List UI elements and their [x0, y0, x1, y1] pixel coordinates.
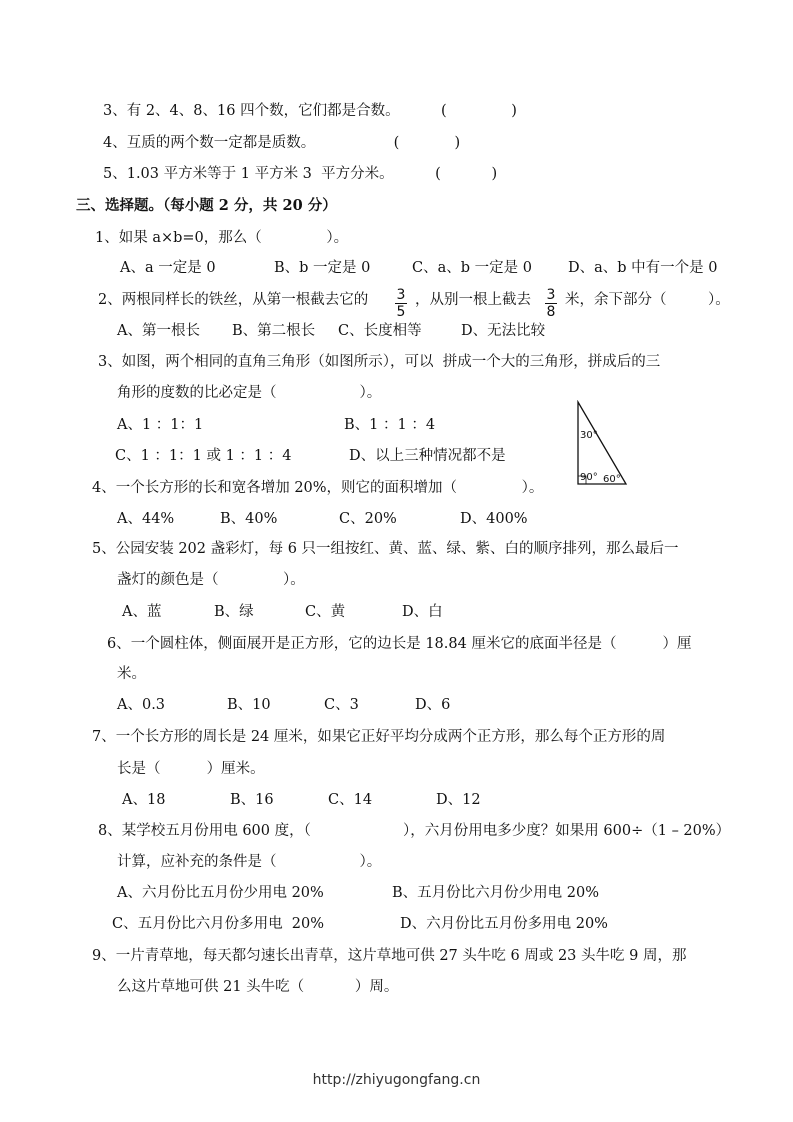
mc-q5-stem-line1: 5、公园安装 202 盏彩灯，每 6 只一组按红、黄、蓝、绿、紫、白的顺序排列，那么最后一 [92, 541, 679, 557]
mc-q6-option-a: A、0.3 [117, 697, 166, 713]
mc-q8-stem-line2: 计算，应补充的条件是（ ）。 [117, 854, 382, 870]
mc-q1-option-b: B、b 一定是 0 [274, 260, 371, 276]
mc-q4-option-c: C、20% [339, 511, 397, 527]
mc-q6-option-c: C、3 [324, 697, 359, 713]
section-title: 三、选择题。（每小题 2 分，共 20 分） [76, 197, 337, 214]
footer-url: http://zhiyugongfang.cn [312, 1072, 481, 1088]
mc-q7-option-d: D、12 [436, 792, 481, 808]
mc-q1-stem: 1、如果 a×b=0，那么（ ）。 [95, 230, 349, 246]
mc-q6-option-b: B、10 [227, 697, 271, 713]
mc-q8-option-d: D、六月份比五月份多用电 20% [400, 916, 608, 932]
fraction-1-denominator: 5 [396, 304, 406, 320]
mc-q6-stem-line1: 6、一个圆柱体，侧面展开是正方形，它的边长是 18.84 厘米它的底面半径是（ ）厘 [107, 636, 692, 652]
mc-q7-option-c: C、14 [328, 792, 373, 808]
mc-q7-stem-line1: 7、一个长方形的周长是 24 厘米，如果它正好平均分成两个正方形，那么每个正方形的周 [92, 729, 666, 745]
mc-q7-stem-line2: 长是（ ）厘米。 [117, 761, 265, 777]
mc-q3-stem-line1: 3、如图，两个相同的直角三角形（如图所示），可以 拼成一个大的三角形，拼成后的三 [98, 354, 661, 370]
mc-q4-option-a: A、44% [117, 511, 175, 527]
fraction-2-numerator: 3 [546, 287, 556, 303]
mc-q9-stem-line2: 么这片草地可供 21 头牛吃（ ）周。 [117, 979, 399, 995]
mc-q5-option-c: C、黄 [305, 604, 346, 620]
mc-q5-stem-line2: 盏灯的颜色是（ ）。 [117, 572, 305, 588]
mc-q3-option-a: A、1 ：1：1 [117, 417, 204, 433]
mc-q2-option-a: A、第一根长 [117, 323, 200, 339]
angle-label-60: 60° [603, 474, 621, 485]
mc-q5-option-b: B、绿 [214, 604, 254, 620]
tf-question-3: 3、有 2、4、8、16 四个数，它们都是合数。 ( ) [103, 103, 517, 119]
mc-q7-option-a: A、18 [122, 792, 166, 808]
mc-q8-option-a: A、六月份比五月份少用电 20% [117, 885, 324, 901]
mc-q2-stem-b: ，从别一根上截去 [415, 292, 531, 308]
angle-label-90: 90° [580, 472, 598, 483]
mc-q2-option-d: D、无法比较 [461, 323, 546, 339]
mc-q2-fraction-2 [545, 288, 557, 319]
mc-q4-stem: 4、一个长方形的长和宽各增加 20%，则它的面积增加（ ）。 [92, 480, 544, 496]
mc-q2-option-c: C、长度相等 [338, 323, 422, 339]
mc-q6-option-d: D、6 [415, 697, 451, 713]
tf-question-5: 5、1.03 平方米等于 1 平方米 3 平方分米。 ( ) [103, 166, 498, 182]
mc-q3-option-d: D、以上三种情况都不是 [349, 448, 506, 464]
right-triangle-figure [574, 400, 630, 488]
mc-q1-option-c: C、a、b 一定是 0 [412, 260, 532, 276]
mc-q4-option-b: B、40% [220, 511, 278, 527]
fraction-1-numerator: 3 [396, 287, 406, 303]
fraction-2-denominator: 8 [546, 304, 556, 320]
mc-q8-option-b: B、五月份比六月份少用电 20% [392, 885, 599, 901]
mc-q1-option-a: A、a 一定是 0 [120, 260, 216, 276]
mc-q8-option-c: C、五月份比六月份多用电 20% [112, 916, 325, 932]
mc-q4-option-d: D、400% [460, 511, 528, 527]
mc-q2-stem-c: 米，余下部分（ ）。 [565, 292, 730, 308]
angle-label-30: 30° [580, 430, 598, 441]
mc-q7-option-b: B、16 [230, 792, 274, 808]
mc-q2-option-b: B、第二根长 [232, 323, 316, 339]
mc-q1-option-d: D、a、b 中有一个是 0 [568, 260, 718, 276]
mc-q5-option-a: A、蓝 [122, 604, 162, 620]
mc-q2-fraction-1 [395, 288, 407, 319]
mc-q3-option-b: B、1 ：1 ：4 [344, 417, 436, 433]
tf-question-4: 4、互质的两个数一定都是质数。 ( ) [103, 135, 461, 151]
mc-q9-stem-line1: 9、一片青草地，每天都匀速长出青草，这片草地可供 27 头牛吃 6 周或 23 头牛吃 9 周，那 [92, 948, 687, 964]
mc-q3-option-c: C、1 ：1：1 或 1 ：1 ：4 [115, 448, 292, 464]
mc-q3-stem-line2: 角形的度数的比必定是（ ）。 [117, 385, 382, 401]
mc-q6-stem-line2: 米。 [117, 666, 146, 682]
mc-q5-option-d: D、白 [402, 604, 443, 620]
mc-q2-stem-a: 2、两根同样长的铁丝，从第一根截去它的 [98, 292, 369, 308]
mc-q8-stem-line1: 8、某学校五月份用电 600 度，（ ），六月份用电多少度？如果用 600÷（1 – 20%） [98, 823, 731, 839]
